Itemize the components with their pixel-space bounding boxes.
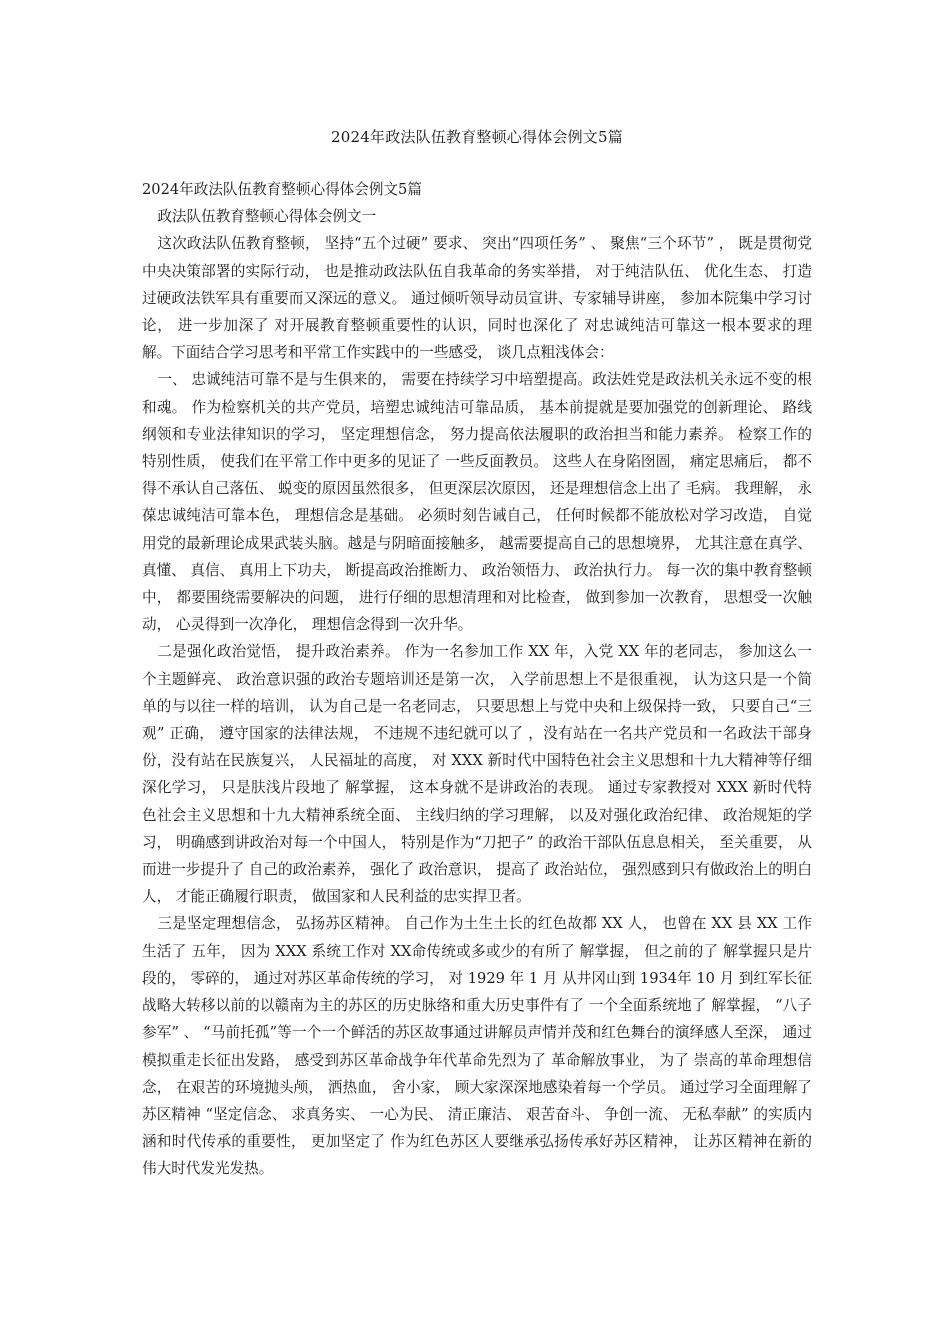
paragraph-point-one: 一、 忠诚纯洁可靠不是与生俱来的， 需要在持续学习中培塑提高。政法姓党是政法机关永远不变的根和魂。 作为检察机关的共产党员，培塑忠诚纯洁可靠品质， 基本前提就是要加强党的创新理论、 路线纲领和专业法律知识的学习， 坚定理想信念， 努力提高依法履职的政治担当和能力素养。 检察工作的特别性质， 使我们在平常工作中更多的见证了 一些反面教员。 这些人在身陷囹圄， 痛定思痛后， 都不得不承认自己落伍、 蜕变的原因虽然很多， 但更深层次原因， 还是理想信念上出了 毛病。 我理解， 永葆忠诚纯洁可靠本色， 理想信念是基础。 必须时刻告诫自己， 任何时候都不能放松对学习改造， 自觉用党的最新理论成果武装头脑。越是与阴暗面接触多， 越需要提高自己的思想境界， 尤其注意在真学、 真懂、 真信、 真用上下功夫， 断提高政治推断力、 政治领悟力、 政治执行力。 每一次的集中教育整顿中， 都要围绕需要解决的问题， 进行仔细的思想清理和对比检查， 做到参加一次教育， 思想受一次触动， 心灵得到一次净化， 理想信念得到一次升华。: [142, 371, 812, 634]
document-body: [142, 176, 812, 1183]
document-subtitle: 2024年政法队伍教育整顿心得体会例文5篇: [142, 181, 422, 198]
section-heading: 政法队伍教育整顿心得体会例文一: [157, 208, 377, 226]
paragraph-intro: 这次政法队伍教育整顿， 坚持“五个过硬” 要求、 突出“四项任务” 、 聚焦“三个环节” ， 既是贯彻党中央决策部署的实际行动， 也是推动政法队伍自我革命的务实举措， 对于纯洁队伍、 优化生态、 打造过硬政法铁军具有重要而又深远的意义。 通过倾听领导动员宣讲、专家辅导讲座， 参加本院集中学习讨论， 进一步加深了 对开展教育整顿重要性的认识，同时也深化了 对忠诚纯洁可靠这一根本要求的理解。下面结合学习思考和平常工作实践中的一些感受， 谈几点粗浅体会：: [142, 235, 812, 362]
paragraph-point-three: 三是坚定理想信念， 弘扬苏区精神。 自己作为土生土长的红色故都 XX 人， 也曾在 XX 县 XX 工作生活了 五年， 因为 XXX 系统工作对 XX命传统或多或少的有所了 解掌握， 但之前的了 解掌握只是片段的， 零碎的， 通过对苏区革命传统的学习， 对 1929 年 1 月 从井冈山到 1934年 10 月 到红军长征战略大转移以前的以赣南为主的苏区的历史脉络和重大历史事件有了 一个全面系统地了 解掌握， “八子参军” 、 “马前托孤”等一个一个鲜活的苏区故事通过讲解员声情并茂和红色舞台的演绎感人至深， 通过模拟重走长征出发路， 感受到苏区革命战争年代革命先烈为了 革命解放事业， 为了 崇高的革命理想信念， 在艰苦的环境抛头颅， 洒热血， 舍小家， 顾大家深深地感染着每一个学员。 通过学习全面理解了 苏区精神 “坚定信念、 求真务实、 一心为民、 清正廉洁、 艰苦奋斗、 争创一流、 无私奉献” 的实质内涵和时代传承的重要性， 更加坚定了 作为红色苏区人要继承弘扬传承好苏区精神， 让苏区精神在新的伟大时代发光发热。: [142, 915, 812, 1178]
paragraph-point-two: 二是强化政治觉悟， 提升政治素养。 作为一名参加工作 XX 年，入党 XX 年的老同志， 参加这么一个主题鲜亮、 政治意识强的政治专题培训还是第一次， 入学前思想上不是很重视， 认为这只是一个简单的与以往一样的培训， 认为自己是一名老同志， 只要思想上与党中央和上级保持一致， 只要自己“三观” 正确， 遵守国家的法律法规， 不违规不违纪就可以了 ，没有站在一名共产党员和一名政法干部身份，没有站在民族复兴， 人民福址的高度， 对 XXX 新时代中国特色社会主义思想和十九大精神等仔细深化学习， 只是肤浅片段地了 解掌握， 这本身就不是讲政治的表现。 通过专家教授对 XXX 新时代特色社会主义思想和十九大精神系统全面、 主线归纳的学习理解， 以及对强化政治纪律、 政治规矩的学习， 明确感到讲政治对每一个中国人， 特别是作为“刀把子” 的政治干部队伍息息相关， 至关重要， 从而进一步提升了 自己的政治素养， 强化了 政治意识， 提高了 政治站位， 强烈感到只有做政治上的明白人， 才能正确履行职责， 做国家和人民利益的忠实捍卫者。: [142, 643, 812, 906]
document-title: 2024年政法队伍教育整顿心得体会例文5篇: [331, 128, 623, 146]
